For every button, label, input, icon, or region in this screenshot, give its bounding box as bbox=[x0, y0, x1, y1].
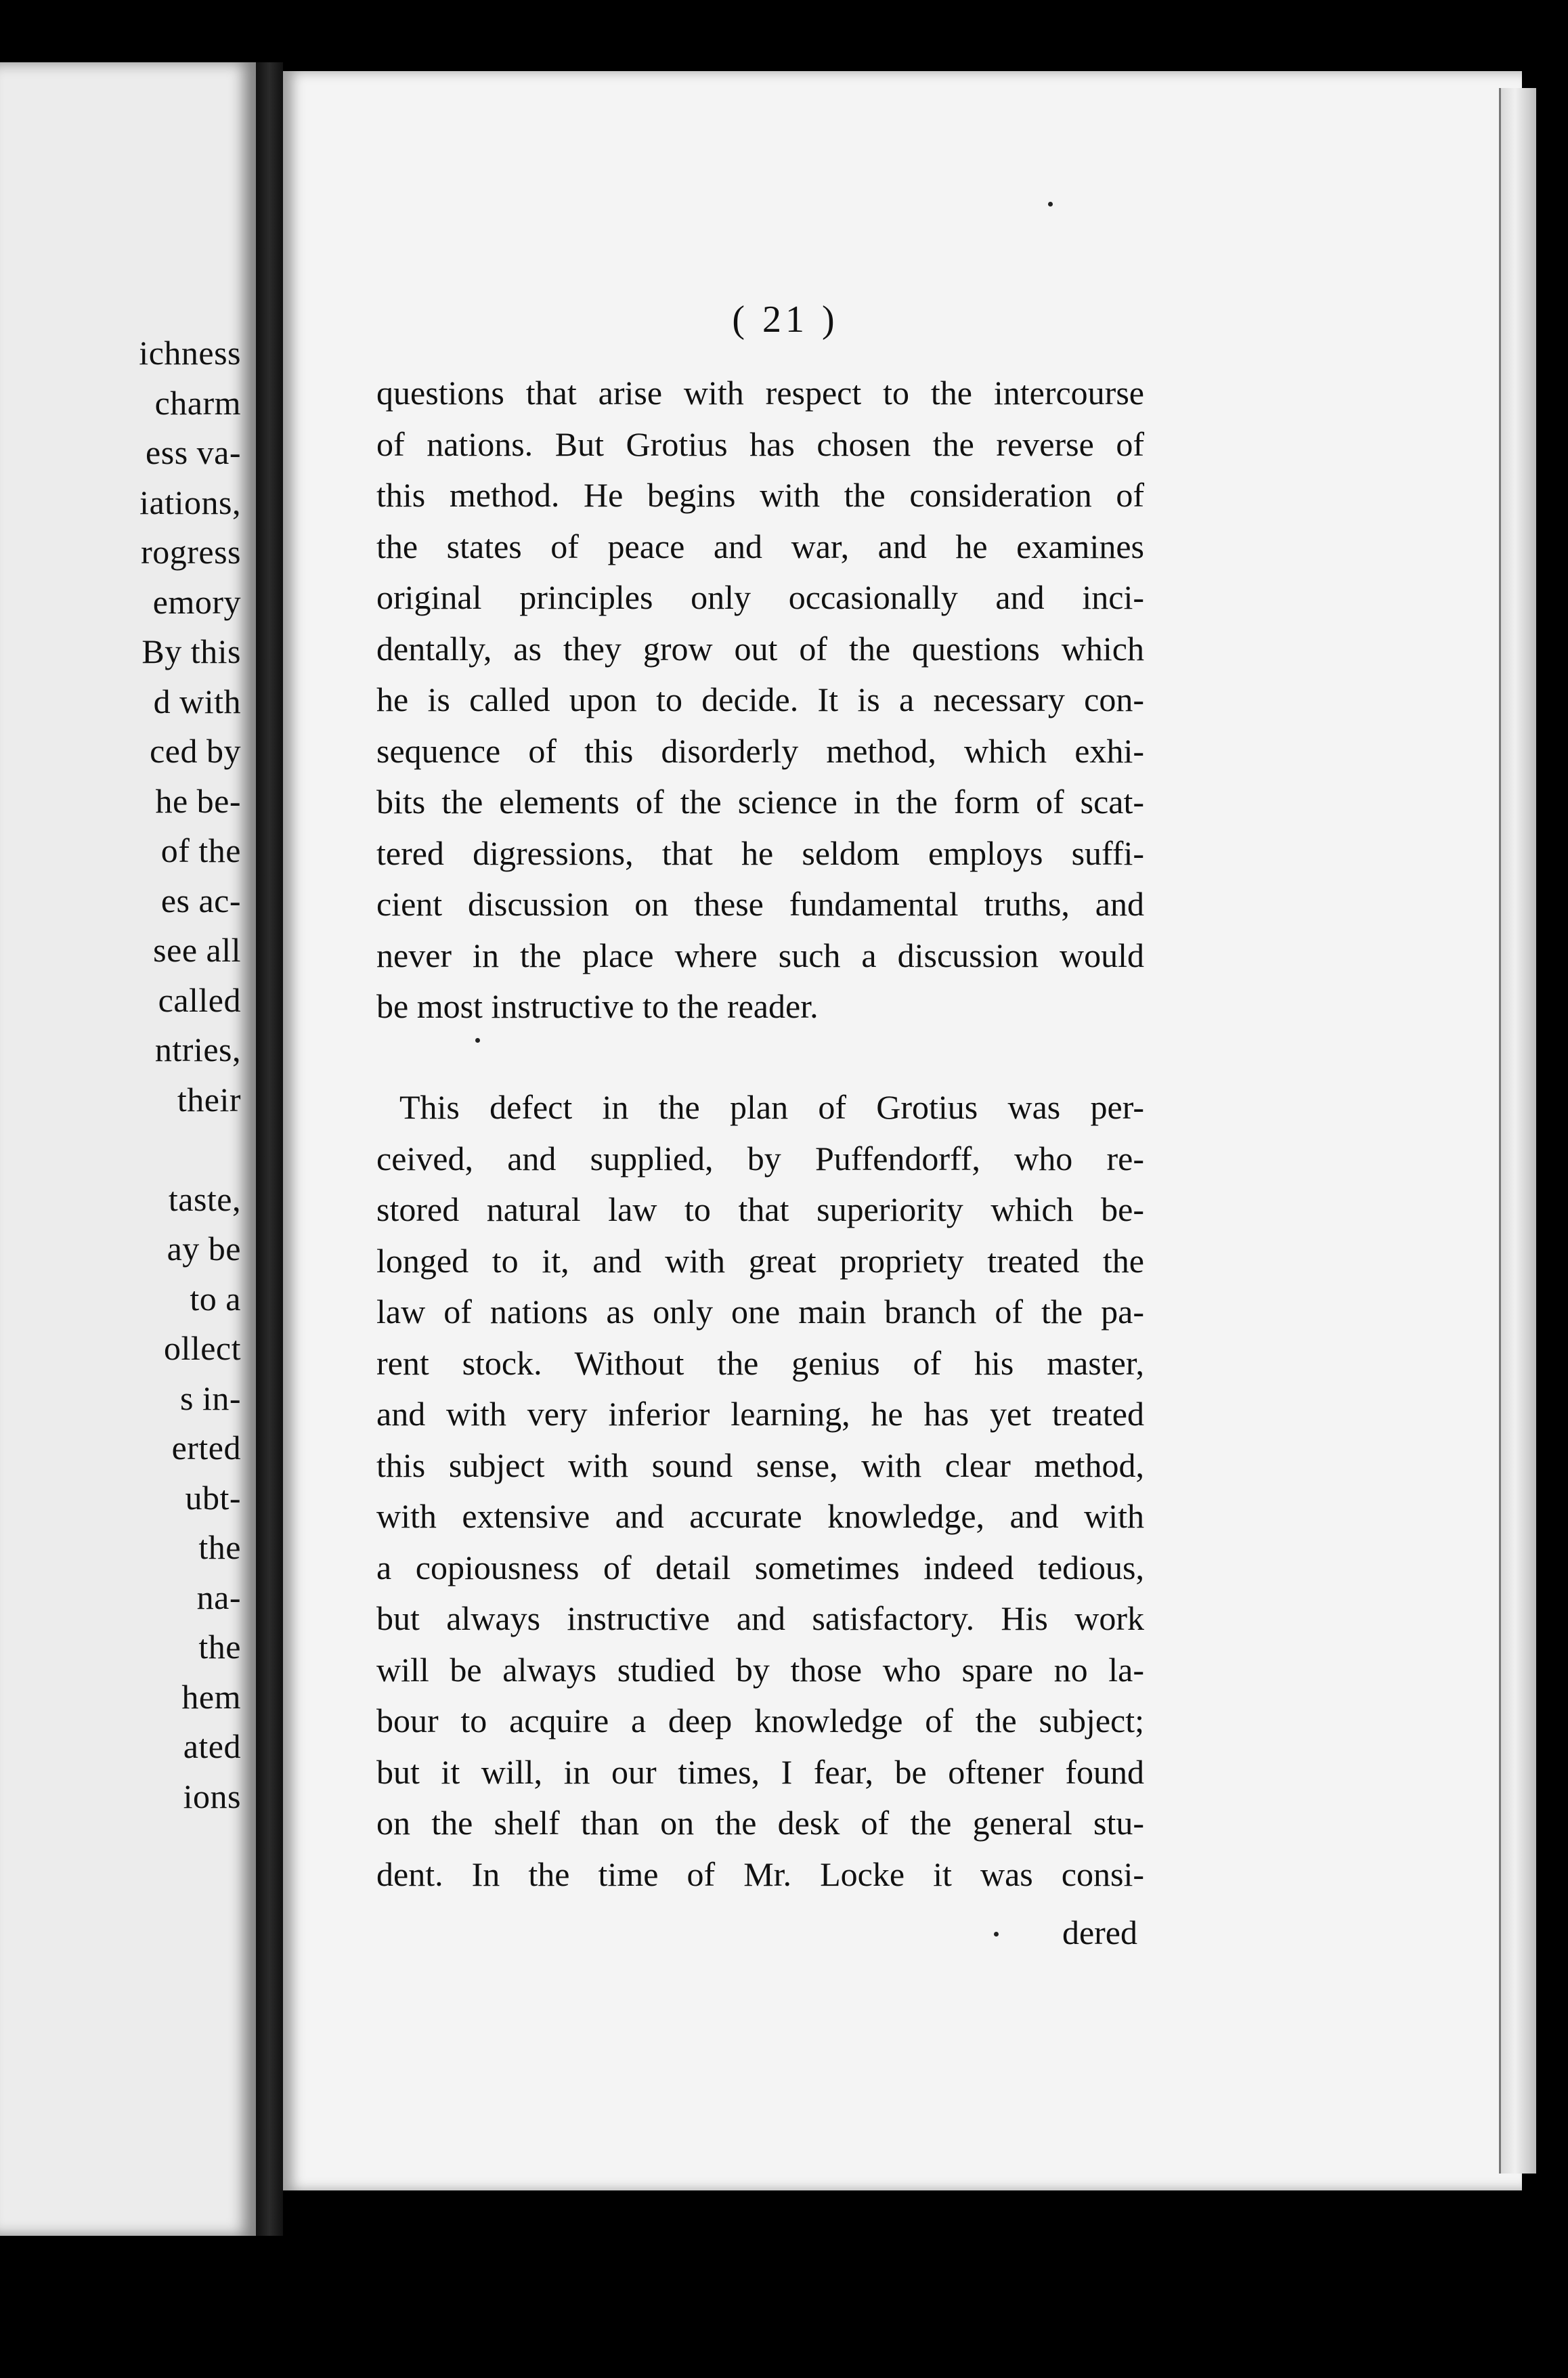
facing-page-line: rogress bbox=[141, 533, 241, 571]
facing-page-line: ollect bbox=[163, 1329, 241, 1367]
facing-page-line: By this bbox=[141, 632, 241, 670]
facing-page-line: of the bbox=[160, 831, 241, 869]
text-line: a copiousness of detail sometimes indeed tedious, bbox=[376, 1548, 1144, 1586]
text-line: the states of peace and war, and he examines bbox=[376, 527, 1144, 565]
text-line: but it will, in our times, I fear, be oftener found bbox=[376, 1752, 1144, 1791]
facing-page-line: ntries, bbox=[154, 1031, 241, 1068]
text-line: this subject with sound sense, with clear method, bbox=[376, 1446, 1144, 1484]
text-line: original principles only occasionally and inci- bbox=[376, 578, 1144, 616]
facing-page-line: the bbox=[198, 1628, 241, 1666]
catchword: dered bbox=[1062, 1914, 1137, 1951]
facing-page-line: the bbox=[198, 1528, 241, 1566]
text-line: This defect in the plan of Grotius was per- bbox=[399, 1088, 1144, 1126]
facing-page-line: charm bbox=[154, 383, 241, 422]
text-line: rent stock. Without the genius of his master, bbox=[376, 1343, 1144, 1382]
facing-page-line: hem bbox=[181, 1677, 241, 1716]
text-line: sequence of this disorderly method, which exhi- bbox=[376, 731, 1144, 770]
facing-page-line: their bbox=[177, 1080, 241, 1119]
speck bbox=[994, 1932, 999, 1937]
facing-page-line: ay be bbox=[167, 1230, 241, 1268]
facing-page bbox=[0, 62, 256, 2236]
facing-page-line: na- bbox=[196, 1578, 241, 1616]
facing-page-line: emory bbox=[152, 582, 241, 621]
facing-page-line: taste, bbox=[168, 1180, 241, 1218]
text-line: never in the place where such a discussion would bbox=[376, 936, 1144, 974]
text-line: bour to acquire a deep knowledge of the subject; bbox=[376, 1702, 1144, 1739]
text-line: questions that arise with respect to the intercourse bbox=[376, 374, 1144, 412]
text-line: he is called upon to decide. It is a necessary con- bbox=[376, 680, 1144, 718]
text-line: stored natural law to that superiority which be- bbox=[376, 1190, 1144, 1228]
text-line: ceived, and supplied, by Puffendorff, who re- bbox=[376, 1139, 1144, 1177]
text-line: longed to it, and with great propriety treated the bbox=[376, 1241, 1144, 1280]
facing-page-line: ated bbox=[183, 1727, 241, 1765]
page-edge bbox=[1499, 88, 1536, 2174]
text-line: be most instructive to the reader. bbox=[376, 987, 819, 1025]
facing-page-line: s in- bbox=[180, 1379, 241, 1417]
text-line: with extensive and accurate knowledge, and with bbox=[376, 1497, 1144, 1535]
text-line: dentally, as they grow out of the questions which bbox=[376, 629, 1144, 668]
text-line: of nations. But Grotius has chosen the reverse of bbox=[376, 425, 1144, 463]
speck bbox=[1048, 202, 1053, 207]
text-line: on the shelf than on the desk of the general stu- bbox=[376, 1804, 1144, 1842]
facing-page-line: ubt- bbox=[185, 1478, 241, 1517]
facing-page-line: erted bbox=[171, 1429, 241, 1467]
facing-page-line: es ac- bbox=[160, 881, 241, 920]
facing-page-line: called bbox=[158, 980, 241, 1019]
facing-page-line: iations, bbox=[139, 483, 241, 521]
text-line: bits the elements of the science in the form of scat- bbox=[376, 783, 1144, 821]
text-line: will be always studied by those who spare no la- bbox=[376, 1650, 1144, 1689]
text-line: cient discussion on these fundamental truths, and bbox=[376, 885, 1144, 923]
text-line: but always instructive and satisfactory. His work bbox=[376, 1599, 1144, 1637]
facing-page-line: ions bbox=[183, 1777, 241, 1815]
facing-page-line: ichness bbox=[139, 334, 241, 372]
speck bbox=[475, 1038, 480, 1043]
page-number: ( 21 ) bbox=[732, 299, 839, 341]
facing-page-line: he be- bbox=[155, 781, 241, 820]
facing-page-line: ess va- bbox=[146, 433, 241, 471]
text-line: tered digressions, that he seldom employs suffi- bbox=[376, 834, 1144, 872]
text-line: this method. He begins with the consideration of bbox=[376, 476, 1144, 514]
text-line: law of nations as only one main branch of the pa- bbox=[376, 1293, 1144, 1331]
facing-page-line: to a bbox=[190, 1279, 241, 1318]
facing-page-line: ced by bbox=[150, 732, 241, 770]
facing-page-line: see all bbox=[153, 931, 241, 969]
facing-page-line: d with bbox=[153, 682, 241, 720]
text-line: and with very inferior learning, he has yet treated bbox=[376, 1395, 1144, 1433]
book-gutter bbox=[256, 62, 283, 2236]
text-line: dent. In the time of Mr. Locke it was consi- bbox=[376, 1855, 1144, 1893]
